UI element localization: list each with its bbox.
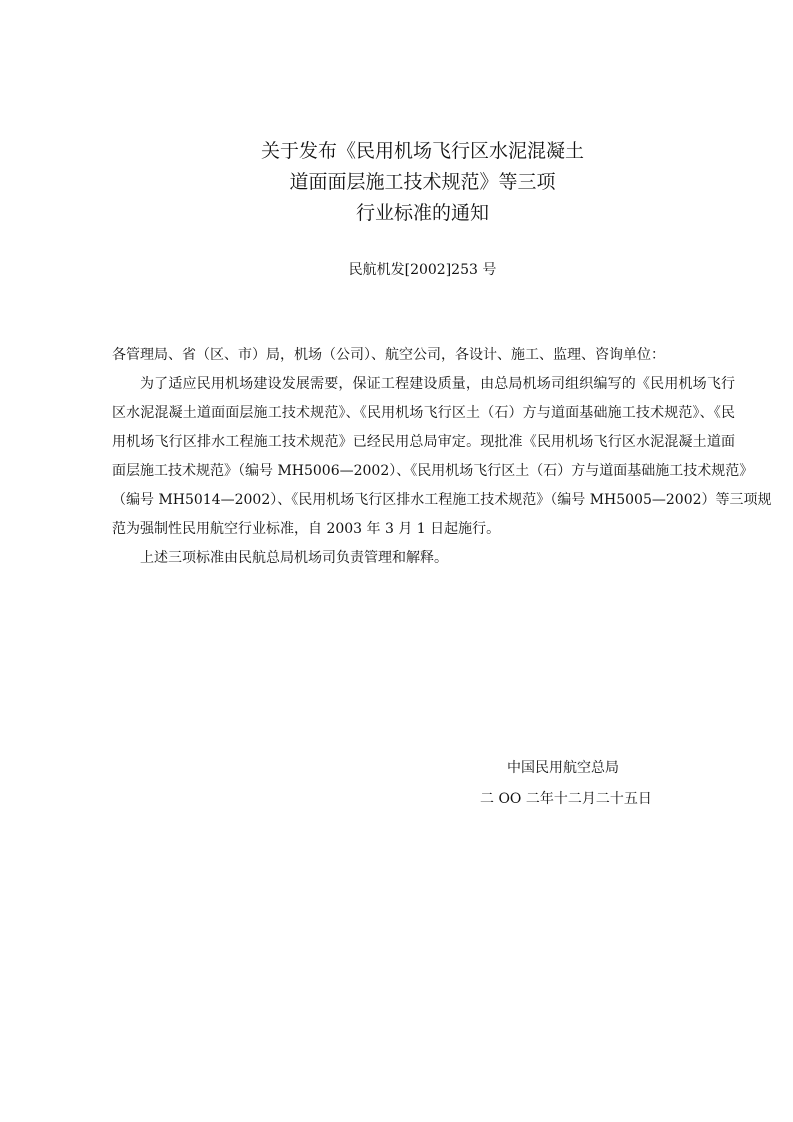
signature-date: 二 OO 二年十二月二十五日 [480,791,652,807]
title-line-3: 行业标准的通知 [355,202,489,224]
title-line-2: 道面面层施工技术规范》等三项 [289,171,556,193]
signature-organization: 中国民用航空总局 [507,760,619,776]
paragraph-1-line: 为了适应民用机场建设发展需要，保证工程建设质量，由总局机场司组织编写的《民用机场飞行 [140,376,735,392]
paragraph-1-line: （编号 MH5014—2002）、《民用机场飞行区排水工程施工技术规范》（编号 MH5005—2002）等三项规 [112,492,772,508]
salutation: 各管理局、省（区、市）局，机场（公司）、航空公司，各设计、施工、监理、咨询单位： [112,347,665,363]
paragraph-1-line: 用机场飞行区排水工程施工技术规范》已经民用总局审定。现批准《民用机场飞行区水泥混凝土道面 [112,434,735,450]
document-number: 民航机发[2002]253 号 [348,262,497,278]
paragraph-2: 上述三项标准由民航总局机场司负责管理和解释。 [140,550,448,566]
title-line-1: 关于发布《民用机场飞行区水泥混凝土 [260,140,584,162]
paragraph-1-line: 区水泥混凝土道面面层施工技术规范》、《民用机场飞行区土（石）方与道面基础施工技术规范》、《民 [112,405,735,421]
paragraph-1-line: 面层施工技术规范》（编号 MH5006—2002）、《民用机场飞行区土（石）方与道面基础施工技术规范》 [112,463,754,479]
paragraph-1-line: 范为强制性民用航空行业标准，自 2003 年 3 月 1 日起施行。 [112,521,501,537]
